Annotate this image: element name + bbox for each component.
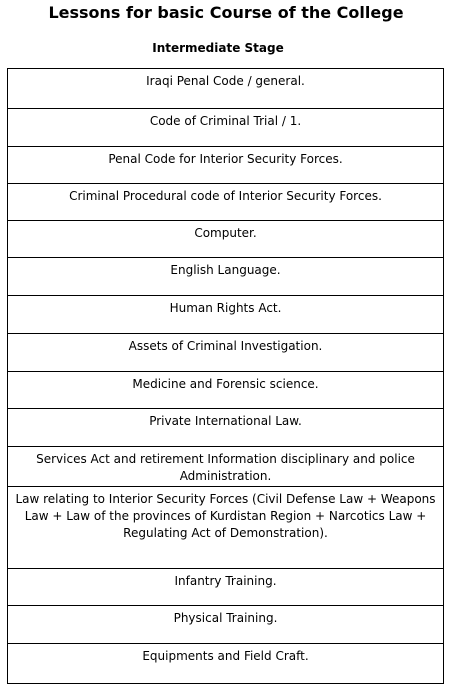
table-row xyxy=(8,109,444,147)
lesson-cell: Private International Law. xyxy=(8,409,444,447)
table-row xyxy=(8,258,444,296)
lesson-cell: Code of Criminal Trial / 1. xyxy=(8,109,444,147)
table-row xyxy=(8,644,444,684)
lesson-cell: Assets of Criminal Investigation. xyxy=(8,334,444,372)
lesson-cell: Iraqi Penal Code / general. xyxy=(8,69,444,109)
table-row xyxy=(8,221,444,258)
table-row xyxy=(8,487,444,569)
table-row xyxy=(8,409,444,447)
lesson-cell: Penal Code for Interior Security Forces. xyxy=(8,147,444,184)
table-row xyxy=(8,372,444,409)
table-row xyxy=(8,147,444,184)
lesson-cell: Physical Training. xyxy=(8,606,444,644)
table-row xyxy=(8,296,444,334)
lesson-cell: Criminal Procedural code of Interior Security Forces. xyxy=(8,184,444,221)
lesson-cell: Law relating to Interior Security Forces (Civil Defense Law + Weapons Law + Law of the provinces of Kurdistan Region + Narcotics Law + Regulating Act of Demonstration). xyxy=(8,487,444,569)
table-row xyxy=(8,334,444,372)
table-row xyxy=(8,447,444,487)
page-title: Lessons for basic Course of the College xyxy=(48,3,404,22)
stage-heading: Intermediate Stage xyxy=(152,41,284,55)
table-row xyxy=(8,569,444,606)
lesson-cell: Infantry Training. xyxy=(8,569,444,606)
table-row xyxy=(8,606,444,644)
lesson-cell: Human Rights Act. xyxy=(8,296,444,334)
table-row xyxy=(8,69,444,109)
lesson-cell: Equipments and Field Craft. xyxy=(8,644,444,684)
lesson-cell: Computer. xyxy=(8,221,444,258)
lessons-table xyxy=(7,68,444,684)
lesson-cell: Medicine and Forensic science. xyxy=(8,372,444,409)
lesson-cell: Services Act and retirement Information disciplinary and police Administration. xyxy=(8,447,444,487)
table-row xyxy=(8,184,444,221)
lesson-cell: English Language. xyxy=(8,258,444,296)
